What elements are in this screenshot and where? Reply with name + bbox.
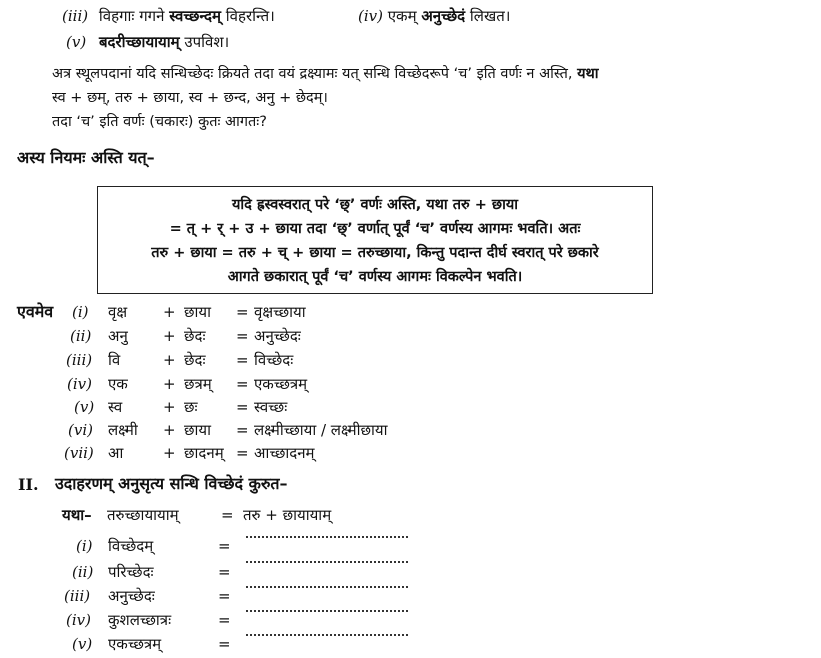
bold-word: स्वच्छन्दम्: [169, 7, 221, 25]
equals-sign: =: [236, 398, 249, 416]
sandhi-row: [0, 349, 500, 371]
plus-sign: +: [163, 375, 176, 393]
rule-line-2: = त् + र् + उ + छाया तदा ‘छ्’ वर्णात् पूर्वं ‘च’ वर्णस्य आगमः भवति। अतः: [169, 221, 581, 237]
rule-line-3: तरु + छाया = तरु + च् + छाया = तरुच्छाया, किन्तु पदान्त दीर्घ स्वरात् परे छकारे: [151, 245, 599, 261]
first-word: वृक्ष: [108, 303, 128, 321]
rule-line-1: यदि ह्रस्वस्वरात् परे ‘छ्’ वर्णः अस्ति, यथा तरु + छाया: [231, 197, 519, 213]
rule-heading: अस्य नियमः अस्ति यत्–: [17, 148, 155, 167]
equals-sign: =: [236, 303, 249, 321]
equals-sign: =: [236, 375, 249, 393]
second-word: छाया: [184, 421, 211, 439]
second-word: छादनम्: [184, 444, 224, 462]
first-word: आ: [108, 444, 124, 462]
row-number: (ii): [70, 327, 92, 345]
row-number: (i): [72, 303, 89, 321]
plus-sign: +: [163, 444, 176, 462]
sentence-text: विहरन्ति।: [220, 7, 275, 25]
result-word: विच्छेदः: [254, 351, 294, 369]
sentence-text: लिखत।: [465, 7, 511, 25]
bold-word: अनुच्छेदं: [421, 7, 466, 25]
row-number: (v): [72, 635, 93, 653]
intro-text: अत्र स्थूलपदानां यदि सन्धिच्छेदः क्रियते तदा वयं द्रक्ष्यामः यत् सन्धि विच्छेदरूपे ‘च’ इति वर्णः न अस्ति,: [52, 66, 578, 82]
exercise-row: [0, 585, 500, 607]
example-word: तरुच्छायायाम्: [107, 506, 179, 524]
example-line-iv: [358, 6, 510, 26]
sandhi-row: [0, 325, 500, 347]
result-word: एकच्छत्रम्: [254, 375, 308, 393]
result-word: स्वच्छः: [254, 398, 288, 416]
result-word: अनुच्छेदः: [254, 327, 301, 345]
first-word: स्व: [108, 398, 123, 416]
item-number: (iv): [358, 7, 383, 25]
sentence-text: विहगाः गगने: [98, 7, 170, 25]
evameva-label: एवमेव: [17, 302, 54, 321]
example-line-iii: [62, 6, 275, 26]
exercise-row: [0, 535, 500, 557]
result-word: लक्ष्मीच्छाया / लक्ष्मीछाया: [254, 421, 388, 439]
plus-sign: +: [163, 398, 176, 416]
equals-sign: =: [221, 506, 234, 524]
result-word: आच्छादनम्: [254, 444, 315, 462]
equals-sign: =: [218, 537, 231, 555]
row-number: (iii): [64, 587, 91, 605]
question-word: विच्छेदम्: [108, 537, 154, 555]
question-word: एकच्छत्रम्: [108, 635, 162, 653]
equals-sign: =: [236, 351, 249, 369]
row-number: (vi): [68, 421, 93, 439]
plus-sign: +: [163, 327, 176, 345]
equals-sign: =: [236, 421, 249, 439]
example-answer: तरु + छायायाम्: [243, 506, 332, 524]
first-word: अनु: [108, 327, 128, 345]
sandhi-row: [0, 373, 500, 395]
exercise-example-row: [0, 504, 500, 526]
answer-blank-2[interactable]: [246, 561, 408, 563]
plus-sign: +: [163, 421, 176, 439]
equals-sign: =: [236, 444, 249, 462]
answer-blank-5[interactable]: [246, 634, 408, 636]
exercise-number: II.: [18, 475, 39, 494]
sandhi-row: [0, 419, 500, 441]
sentence-text: उपविश।: [179, 33, 230, 51]
row-number: (iv): [67, 375, 92, 393]
row-number: (ii): [72, 563, 94, 581]
answer-blank-4[interactable]: [246, 610, 408, 612]
sandhi-row: [0, 301, 500, 323]
example-line-v: [66, 32, 229, 52]
equals-sign: =: [218, 587, 231, 605]
equals-sign: =: [218, 635, 231, 653]
exercise-row: [0, 561, 500, 583]
plus-sign: +: [163, 351, 176, 369]
intro-line-3: तदा ‘च’ इति वर्णः (चकारः) कुतः आगतः?: [52, 114, 267, 130]
sandhi-row: [0, 396, 500, 418]
item-number: (v): [66, 33, 87, 51]
result-word: वृक्षच्छाया: [254, 303, 306, 321]
equals-sign: =: [218, 563, 231, 581]
intro-bold-word: यथा: [577, 66, 599, 82]
question-word: कुशलच्छात्रः: [108, 611, 172, 629]
sentence-text: एकम्: [387, 7, 422, 25]
plus-sign: +: [163, 303, 176, 321]
question-word: परिच्छेदः: [108, 563, 154, 581]
example-label: यथा–: [62, 506, 92, 524]
rule-line-4: आगते छकारात् पूर्वं ‘च’ वर्णस्य आगमः विकल्पेन भवति।: [227, 269, 523, 285]
bold-word: बदरीच्छायायाम्: [98, 33, 180, 51]
second-word: छः: [184, 398, 198, 416]
answer-blank-3[interactable]: [246, 586, 408, 588]
equals-sign: =: [236, 327, 249, 345]
sandhi-row: [0, 442, 500, 464]
first-word: एक: [108, 375, 128, 393]
row-number: (vii): [64, 444, 94, 462]
answer-blank-1[interactable]: [246, 536, 408, 538]
second-word: छत्रम्: [184, 375, 212, 393]
question-word: अनुच्छेदः: [108, 587, 155, 605]
equals-sign: =: [218, 611, 231, 629]
exercise-title: उदाहरणम् अनुसृत्य सन्धि विच्छेदं कुरुत–: [55, 474, 288, 493]
first-word: वि: [108, 351, 121, 369]
row-number: (iii): [66, 351, 93, 369]
item-number: (iii): [62, 7, 89, 25]
exercise-row: [0, 633, 500, 655]
row-number: (iv): [66, 611, 91, 629]
first-word: लक्ष्मी: [108, 421, 138, 439]
intro-line-2: स्व + छम्, तरु + छाया, स्व + छन्द, अनु + छेदम्।: [52, 90, 328, 106]
second-word: छाया: [184, 303, 211, 321]
second-word: छेदः: [184, 351, 206, 369]
second-word: छेदः: [184, 327, 206, 345]
exercise-row: [0, 609, 500, 631]
intro-line-1: [52, 64, 599, 84]
row-number: (i): [76, 537, 93, 555]
row-number: (v): [74, 398, 95, 416]
rule-box: [97, 186, 653, 294]
